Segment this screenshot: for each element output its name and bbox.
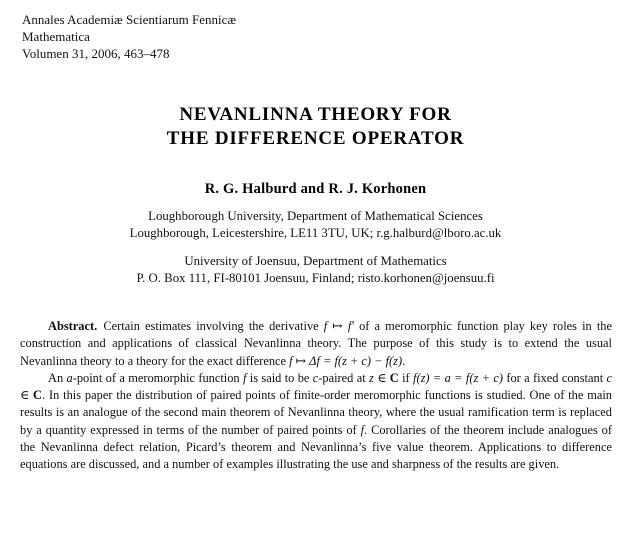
- journal-name: Annales Academiæ Scientiarum Fennicæ: [22, 12, 237, 27]
- abstract-paragraph-1: Abstract. Certain estimates involving the derivative f ↦ f′ of a meromorphic function play key roles in the construction and applications of classical Nevanlinna theory. The purpose of this study is to extend the usual Nevanlinna theory to a theory for the exact difference f ↦ Δf = f(z + c) − f(z).: [20, 319, 612, 368]
- abstract: [20, 318, 612, 474]
- paper-title-line-1: NEVANLINNA THEORY FOR: [179, 104, 452, 125]
- affiliation-korhonen: [0, 253, 631, 287]
- affiliation-halburd-address-email: Loughborough, Leicestershire, LE11 3TU, UK; r.g.halburd@lboro.ac.uk: [129, 225, 502, 240]
- paper-title: [0, 103, 631, 150]
- affiliation-korhonen-institution: University of Joensuu, Department of Mathematics: [184, 254, 447, 268]
- affiliation-halburd-institution: Loughborough University, Department of Mathematical Sciences: [148, 209, 483, 223]
- journal-header: [22, 11, 236, 62]
- paper-title-line-2: THE DIFFERENCE OPERATOR: [166, 127, 465, 149]
- journal-volume: Volumen 31, 2006, 463–478: [22, 46, 170, 61]
- affiliation-korhonen-address-email: P. O. Box 111, FI-80101 Joensuu, Finland; risto.korhonen@joensuu.fi: [136, 270, 495, 285]
- journal-series: Mathematica: [22, 29, 90, 44]
- abstract-paragraph-2: An a-point of a meromorphic function f is said to be c-paired at z ∈ C if f(z) = a = f(z + c) for a fixed constant c ∈ C. In this paper the distribution of paired points of finite-order meromorphic functions is studied. One of the main results is an analogue of the second main theorem of Nevanlinna theory, where the usual ramification term is replaced by a quantity expressed in terms of the number of paired points of f. Corollaries of the theorem include analogues of the Nevanlinna defect relation, Picard’s theorem and Nevanlinna’s five value theorem. Applications to difference equations are discussed, and a number of examples illustrating the use and sharpness of the results are given.: [20, 370, 613, 472]
- authors: R. G. Halburd and R. J. Korhonen: [204, 181, 427, 197]
- affiliation-halburd: [0, 208, 631, 242]
